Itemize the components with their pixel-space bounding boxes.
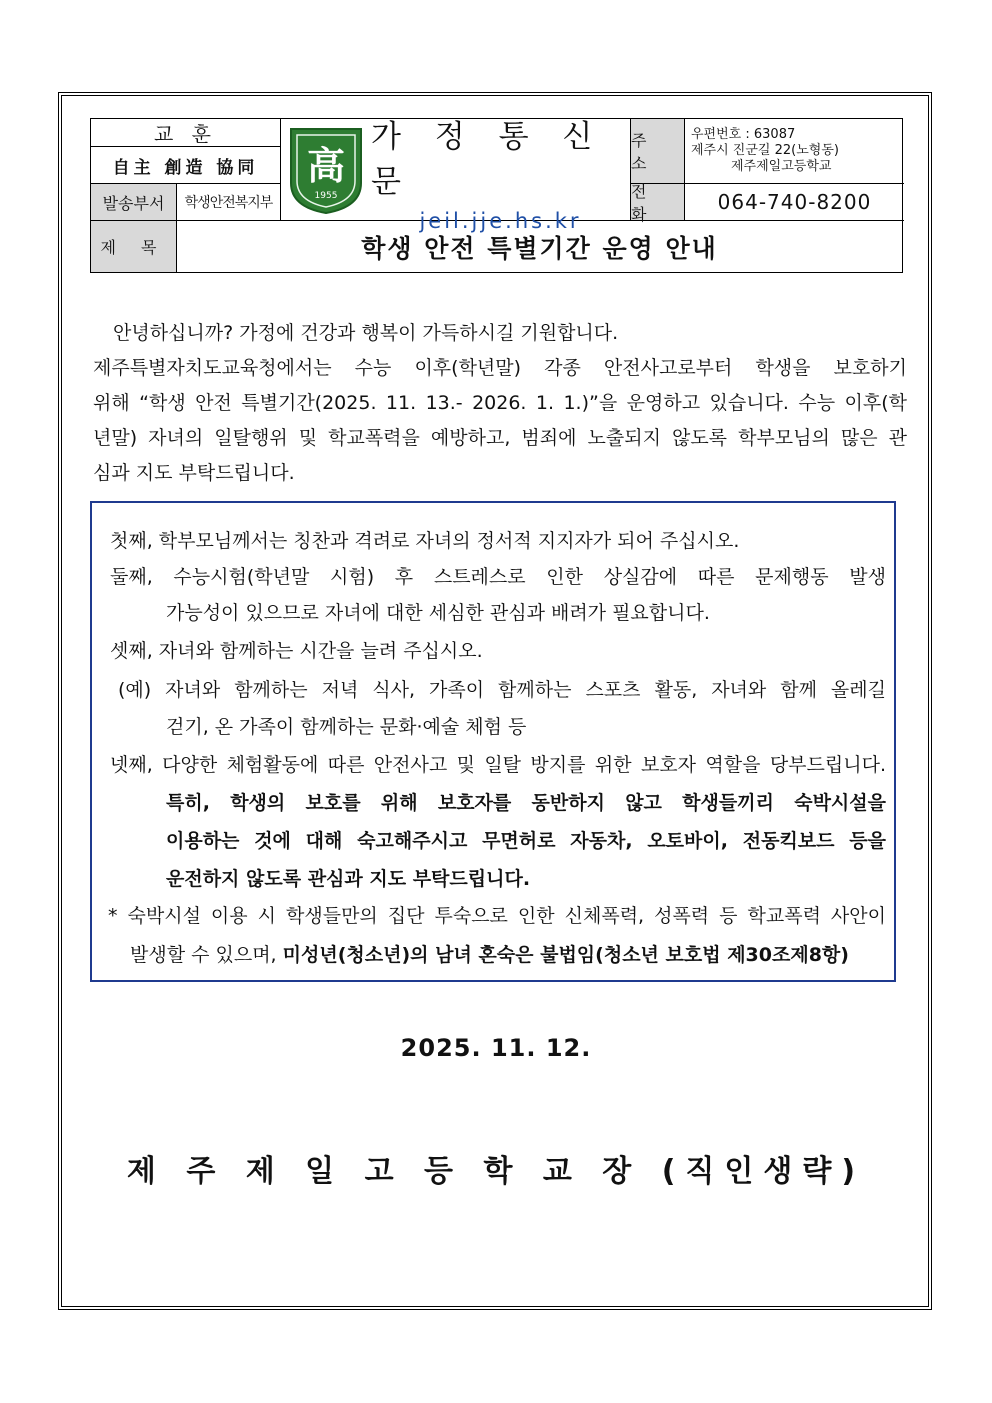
intro-greeting: 안녕하십니까? 가정에 건강과 행복이 가득하시길 기원합니다. bbox=[113, 322, 619, 344]
school-motto: 自主 創造 協同 bbox=[112, 157, 259, 178]
guidance-third: 셋째, 자녀와 함께하는 시간을 늘려 주십시오. bbox=[110, 640, 483, 662]
guidance-example: (예) 자녀와 함께하는 저녁 식사, 가족이 함께하는 스포츠 활동, 자녀와 함께 올레길 bbox=[118, 679, 886, 701]
subject-cell bbox=[177, 221, 902, 272]
addr-cell bbox=[685, 119, 904, 184]
subject-label: 제 목 bbox=[100, 238, 167, 257]
phone-label: 전 화 bbox=[631, 182, 653, 224]
letterhead-table bbox=[90, 118, 903, 273]
guidance-second: 둘째, 수능시험(학년말 시험) 후 스트레스로 인한 상실감에 따른 문제행동 발생 bbox=[110, 566, 886, 588]
principal-signature: 제 주 제 일 고 등 학 교 장 (직인생략) bbox=[126, 1154, 866, 1189]
motto-cell bbox=[91, 147, 281, 184]
intro-line: 제주특별자치도교육청에서는 수능 이후(학년말) 각종 안전사고로부터 학생을 보호하기 bbox=[93, 357, 907, 379]
issue-date: 2025. 11. 12. bbox=[400, 1034, 592, 1062]
guidance-note-cont bbox=[130, 943, 886, 967]
subject-label-cell bbox=[91, 221, 177, 272]
guidance-fourth-bold: 운전하지 않도록 관심과 지도 부탁드립니다. bbox=[166, 868, 531, 890]
school-emblem-icon bbox=[287, 125, 365, 215]
phone-cell bbox=[685, 184, 904, 221]
logo-year: 1955 bbox=[314, 190, 338, 201]
addr-label-cell bbox=[631, 119, 685, 184]
logo-char: 高 bbox=[306, 142, 346, 188]
intro-paragraph bbox=[93, 316, 907, 491]
addr-postal: 우편번호 : 63087 bbox=[691, 127, 796, 142]
phone-number: 064-740-8200 bbox=[717, 190, 872, 214]
note-plain: 발생할 수 있으며, bbox=[130, 944, 283, 966]
intro-line: 년말) 자녀의 일탈행위 및 학교폭력을 예방하고, 범죄에 노출되지 않도록 학부모님의 많은 관 bbox=[93, 427, 907, 449]
guidance-fourth: 넷째, 다양한 체험활동에 따른 안전사고 및 일탈 방지를 위한 보호자 역할을 당부드립니다. bbox=[110, 754, 886, 776]
guidance-box bbox=[90, 501, 896, 982]
guidance-example-cont: 걷기, 온 가족이 함께하는 문화·예술 체험 등 bbox=[166, 716, 527, 738]
subject-text: 학생 안전 특별기간 운영 안내 bbox=[361, 233, 718, 263]
intro-line: 위해 “학생 안전 특별기간(2025. 11. 13.- 2026. 1. 1.)”을 운영하고 있습니다. 수능 이후(학 bbox=[93, 392, 907, 414]
title-cell bbox=[371, 118, 631, 233]
motto-label-cell bbox=[91, 119, 281, 147]
addr-label: 주 소 bbox=[631, 131, 653, 173]
guidance-fourth-bold: 특히, 학생의 보호를 위해 보호자를 동반하지 않고 학생들끼리 숙박시설을 bbox=[166, 792, 886, 814]
addr-street: 제주시 진군길 22(노형동) bbox=[691, 143, 839, 158]
dept-name: 학생안전복지부 bbox=[184, 195, 273, 211]
newsletter-title: 가 정 통 신 문 bbox=[371, 118, 605, 200]
note-legal: 미성년(청소년)의 남녀 혼숙은 불법임(청소년 보호법 제30조제8항) bbox=[282, 944, 849, 966]
guidance-first: 첫째, 학부모님께서는 칭찬과 격려로 자녀의 정서적 지지자가 되어 주십시오. bbox=[110, 530, 740, 552]
school-url[interactable]: jeil.jje.hs.kr bbox=[419, 208, 582, 233]
dept-label-cell bbox=[91, 184, 177, 221]
dept-cell bbox=[177, 184, 281, 221]
motto-label: 교 훈 bbox=[154, 122, 217, 146]
addr-school: 제주제일고등학교 bbox=[731, 159, 832, 174]
logo-cell bbox=[281, 119, 371, 221]
guidance-fourth-bold: 이용하는 것에 대해 숙고해주시고 무면허로 자동차, 오토바이, 전동킥보드 등을 bbox=[166, 830, 886, 852]
phone-label-cell bbox=[631, 182, 685, 224]
guidance-second-cont: 가능성이 있으므로 자녀에 대한 세심한 관심과 배려가 필요합니다. bbox=[166, 602, 710, 624]
intro-line: 심과 지도 부탁드립니다. bbox=[93, 462, 295, 484]
guidance-note: * 숙박시설 이용 시 학생들만의 집단 투숙으로 인한 신체폭력, 성폭력 등 학교폭력 사안이 bbox=[108, 905, 886, 927]
dept-label: 발송부서 bbox=[102, 193, 165, 213]
